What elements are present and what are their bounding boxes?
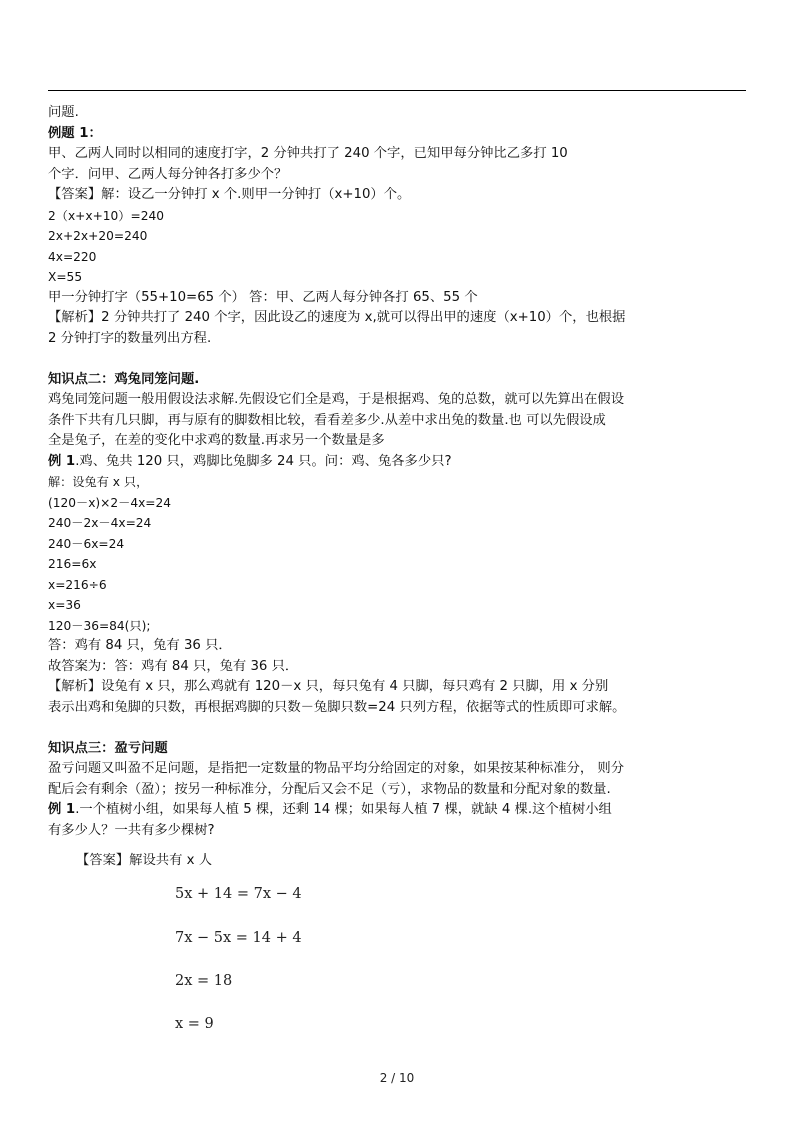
section2-intro-3: 全是兔子，在差的变化中求鸡的数量.再求另一个数量是多 [48, 433, 385, 448]
document-body [48, 103, 748, 1052]
example1-problem-cont: 个字．问甲、乙两人每分钟各打多少个？ [48, 166, 288, 182]
section2-solution-2: (120－x)×2－4x=24 [48, 495, 172, 510]
section2-solution-7: x=36 [48, 598, 81, 612]
example1-equation-4: X=55 [48, 270, 83, 284]
section2-intro-2: 条件下共有几只脚，再与原有的脚数相比较，看看差多少.从差中求出兔的数量.也 可以先假设成 [48, 412, 606, 428]
section3-example-label: 例 1 [48, 802, 76, 817]
section3-intro: 盈亏问题又叫盈不足问题，是指把一定数量的物品平均分给固定的对象，如果按某种标准分， 则分 [48, 761, 624, 776]
example1-problem: 甲、乙两人同时以相同的速度打字，2 分钟共打了 240 个字，已知甲每分钟比乙多打 10 [48, 146, 568, 161]
example1-equation-3: 4x=220 [48, 249, 97, 264]
section3-answer: 【答案】解设共有 x 人 [76, 853, 212, 868]
example1-result: 甲一分钟打字（55+10=65 个） 答：甲、乙两人每分钟各打 65、55 个 [48, 289, 478, 305]
section2-intro: 鸡兔同笼问题一般用假设法求解.先假设它们全是鸡，于是根据鸡、兔的总数，就可以先算出在假设 [48, 392, 624, 407]
section3-math-2: 7x − 5x = 14 + 4 [175, 929, 302, 946]
header-rule [48, 90, 746, 91]
example1-analysis: 【解析】2 分钟共打了 240 个字，因此设乙的速度为 x,就可以得出甲的速度（x+10）个，也根据 [48, 310, 626, 325]
section2-heading: 知识点二：鸡兔同笼问题. [48, 371, 200, 387]
section3-math-4: x = 9 [175, 1015, 214, 1032]
section3-example [48, 800, 748, 821]
section2-analysis: 【解析】设兔有 x 只，那么鸡就有 120－x 只，每只兔有 4 只脚，每只鸡有 2 只脚，用 x 分别 [48, 679, 609, 694]
section2-example-text: .鸡、兔共 120 只，鸡脚比兔脚多 24 只。问：鸡、兔各多少只? [75, 453, 452, 469]
section3-math-1: 5x + 14 = 7x − 4 [175, 885, 302, 902]
example1-equation-1: 2（x+x+10）=240 [48, 208, 164, 223]
page-number: 2 / 10 [379, 1071, 415, 1085]
section2-solution-5: 216=6x [48, 557, 97, 571]
section3-math-3: 2x = 18 [175, 972, 233, 989]
section2-solution-10: 故答案为：答：鸡有 84 只，兔有 36 只． [48, 658, 299, 674]
section3-intro-2: 配后会有剩余（盈）；按另一种标准分，分配后又会不足（亏），求物品的数量和分配对象的数量. [48, 781, 611, 797]
example1-answer: 【答案】解：设乙一分钟打 x 个.则甲一分钟打（x+10）个。 [48, 187, 411, 202]
section2-analysis-cont: 表示出鸡和兔脚的只数，再根据鸡脚的只数－兔脚只数=24 只列方程，依据等式的性质即可求解。 [48, 699, 626, 715]
section2-solution-8: 120－36=84(只); [48, 618, 151, 633]
continuation-text: 问题. [48, 105, 79, 120]
section2-solution-6: x=216÷6 [48, 577, 107, 592]
example1-heading: 例题 1： [48, 125, 102, 141]
section3-example-text: .一个植树小组，如果每人植 5 棵，还剩 14 棵；如果每人植 7 棵，就缺 4 棵.这个植树小组 [75, 802, 612, 817]
section2-example [48, 452, 748, 473]
section2-solution-1: 解：设兔有 x 只， [48, 475, 149, 489]
section3-heading: 知识点三：盈亏问题 [48, 740, 168, 756]
section2-solution-3: 240－2x－4x=24 [48, 516, 152, 530]
section3-math [48, 872, 748, 1052]
example1-analysis-cont: 2 分钟打字的数量列出方程. [48, 330, 212, 346]
section3-example-cont: 有多少人？一共有多少棵树? [48, 822, 215, 838]
example1-equation-2: 2x+2x+20=240 [48, 229, 148, 243]
section2-solution-9: 答：鸡有 84 只，兔有 36 只． [48, 638, 232, 653]
section2-solution-4: 240－6x=24 [48, 536, 125, 551]
section2-example-label: 例 1 [48, 453, 76, 469]
